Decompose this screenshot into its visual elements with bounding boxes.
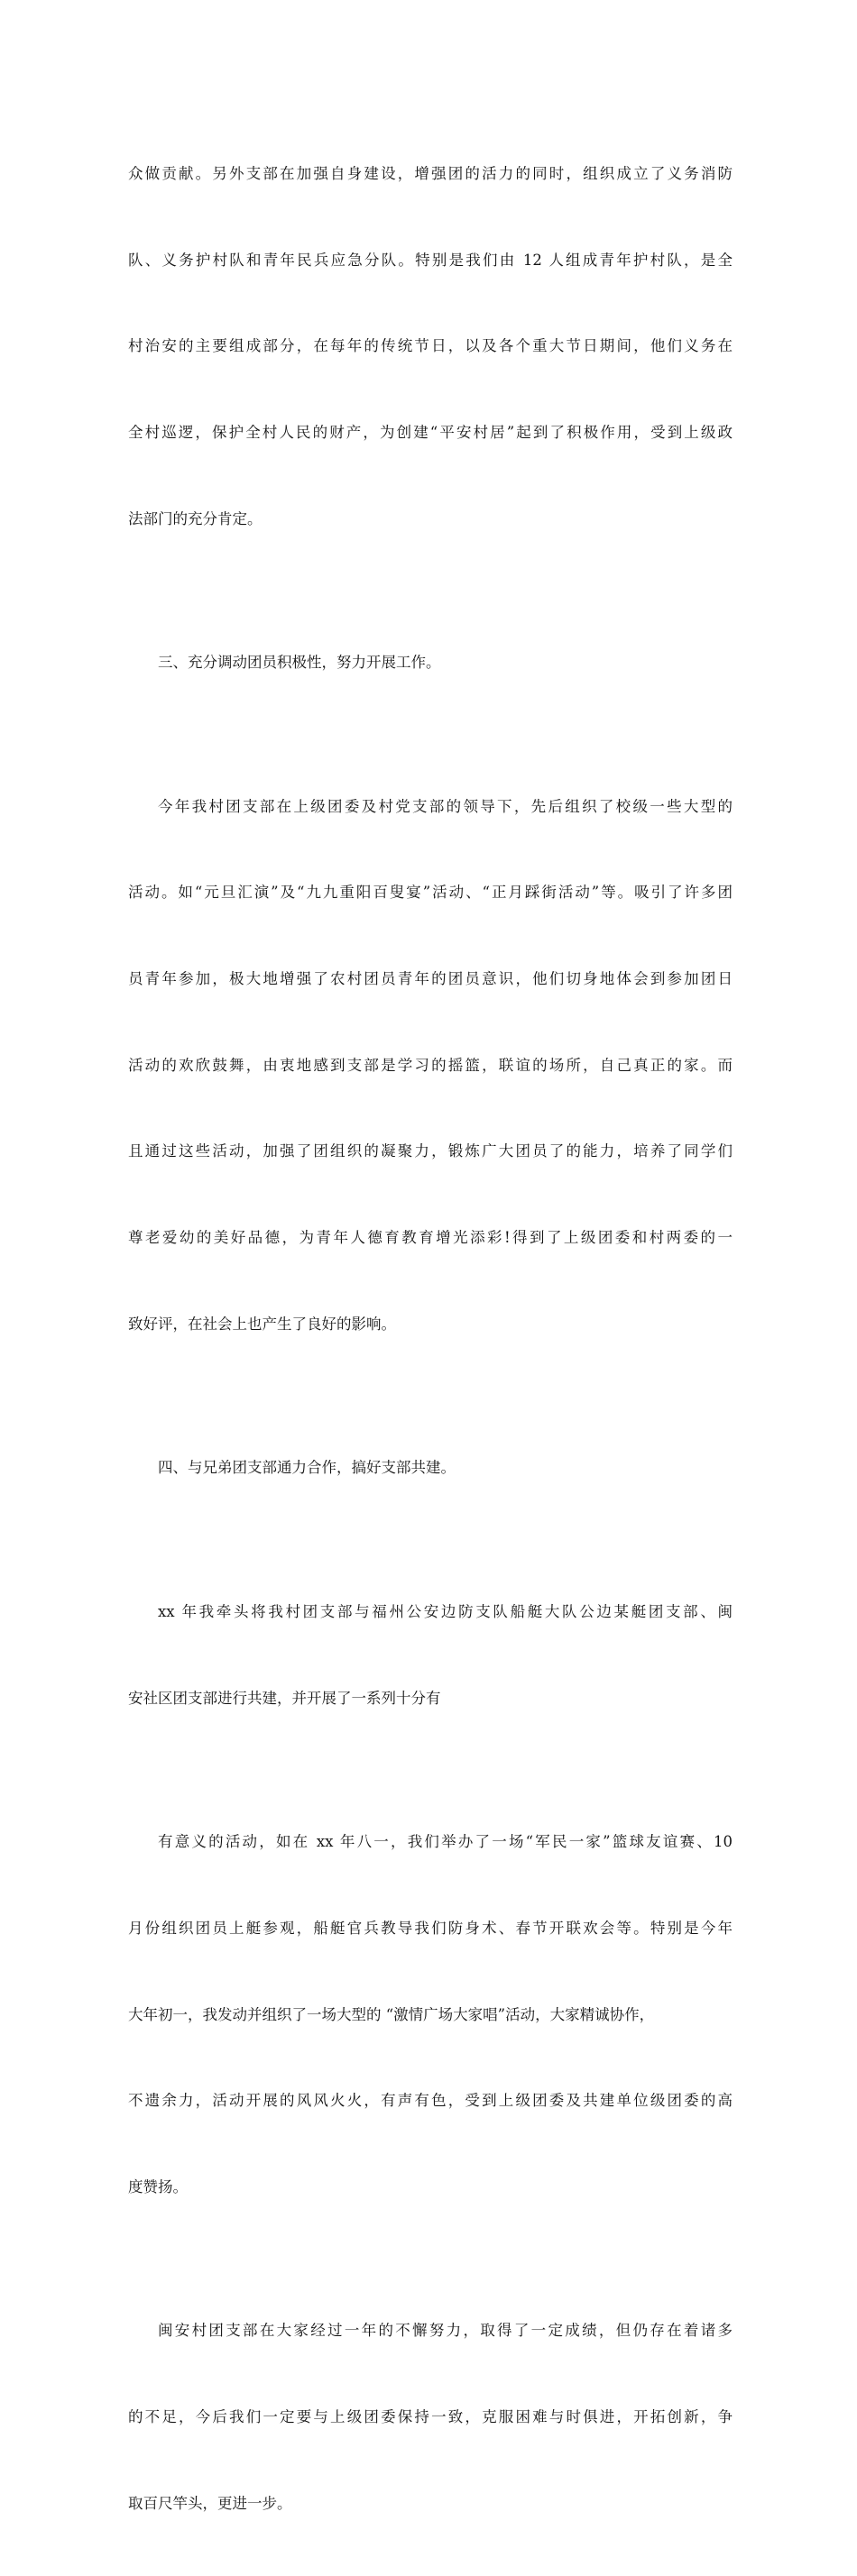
text-line: 且通过这些活动，加强了团组织的凝聚力，锻炼广大团员了的能力，培养了同学们 xyxy=(128,1142,733,1160)
text-line: 员青年参加，极大地增强了农村团员青年的团员意识，他们切身地体会到参加团日 xyxy=(128,970,733,988)
text-line: 有意义的活动，如在 xx 年八一，我们举办了一场“军民一家”篮球友谊赛、10 xyxy=(158,1833,733,1851)
text-line: 月份组织团员上艇参观，船艇官兵教导我们防身术、春节开联欢会等。特别是今年 xyxy=(128,1919,733,1937)
text-line: 闽安村团支部在大家经过一年的不懈努力，取得了一定成绩，但仍存在着诸多 xyxy=(158,2322,733,2340)
text-line: 致好评，在社会上也产生了良好的影响。 xyxy=(128,1315,396,1333)
text-line: 四、与兄弟团支部通力合作，搞好支部共建。 xyxy=(158,1459,456,1477)
text-line: 取百尺竿头，更进一步。 xyxy=(128,2494,292,2512)
text-line: xx 年我牵头将我村团支部与福州公安边防支队船艇大队公边某艇团支部、闽 xyxy=(158,1602,733,1620)
paragraph xyxy=(128,1770,733,2259)
text-line: 大年初一，我发动并组织了一场大型的 “激情广场大家唱”活动，大家精诚协作， xyxy=(128,2005,655,2023)
text-line: 法部门的充分肯定。 xyxy=(128,509,263,527)
text-line: 活动的欢欣鼓舞，由衷地感到支部是学习的摇篮，联谊的场所，自己真正的家。而 xyxy=(128,1056,733,1074)
text-line: 活动。如“元旦汇演”及“九九重阳百叟宴”活动、“正月踩街活动”等。吸引了许多团 xyxy=(128,884,733,902)
text-line: 的不足，今后我们一定要与上级团委保持一致，克服困难与时俱进，开拓创新，争 xyxy=(128,2408,733,2426)
paragraph xyxy=(128,2260,733,2576)
text-line: 尊老爱幼的美好品德，为青年人德育教育增光添彩!得到了上级团委和村两委的一 xyxy=(128,1229,733,1247)
section-heading xyxy=(128,591,733,735)
text-line: 全村巡逻，保护全村人民的财产，为创建“平安村居”起到了积极作用，受到上级政 xyxy=(128,423,733,441)
text-line: 队、义务护村队和青年民兵应急分队。特别是我们由 12 人组成青年护村队，是全 xyxy=(128,251,733,269)
text-line: 度赞扬。 xyxy=(128,2177,188,2196)
paragraph xyxy=(128,1540,733,1770)
text-line: 今年我村团支部在上级团委及村党支部的领导下，先后组织了校级一些大型的 xyxy=(158,797,733,815)
text-line: 众做贡献。另外支部在加强自身建设，增强团的活力的同时，组织成立了义务消防 xyxy=(128,164,733,182)
text-line: 不遗余力，活动开展的风风火火，有声有色，受到上级团委及共建单位级团委的高 xyxy=(128,2092,733,2110)
text-line: 安社区团支部进行共建，并开展了一系列十分有 xyxy=(128,1689,441,1707)
section-heading xyxy=(128,1397,733,1541)
paragraph xyxy=(128,102,733,591)
text-line: 村治安的主要组成部分，在每年的传统节日，以及各个重大节日期间，他们义务在 xyxy=(128,337,733,355)
text-line: 三、充分调动团员积极性，努力开展工作。 xyxy=(158,654,441,672)
paragraph xyxy=(128,735,733,1397)
document-body xyxy=(128,102,733,2576)
